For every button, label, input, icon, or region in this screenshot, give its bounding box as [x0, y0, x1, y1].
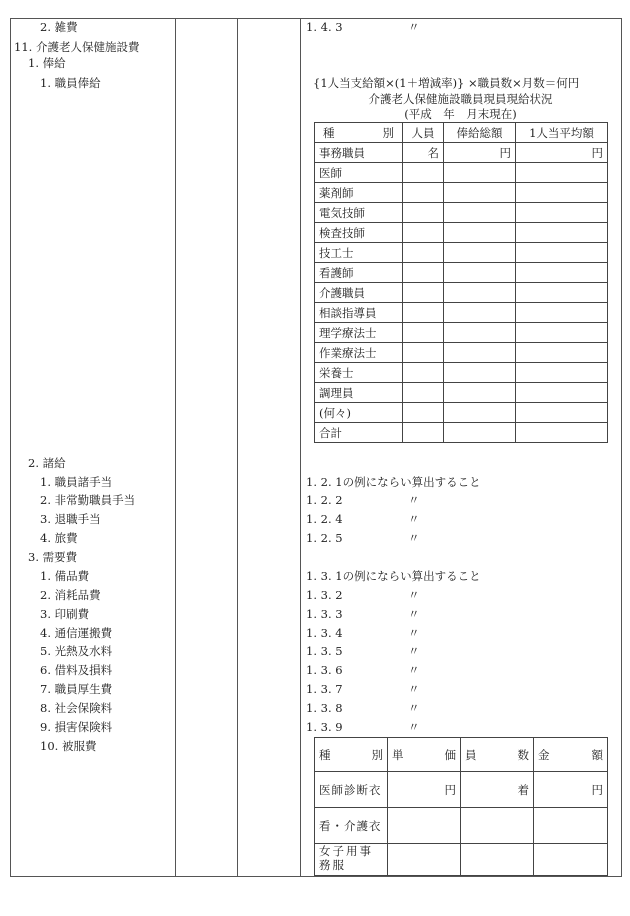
expense-item: 5. 光熱及水料: [40, 644, 113, 658]
column-divider: [237, 18, 238, 876]
value-cell: [388, 844, 461, 876]
value-cell: [444, 223, 516, 243]
expense-item: 8. 社会保険料: [40, 701, 113, 715]
reference-text: 1. 3. 2: [306, 588, 343, 602]
header-type: [319, 125, 398, 141]
staff-type-cell: 看護師: [315, 263, 403, 283]
staff-type-cell: 合計: [315, 423, 403, 443]
expense-item: 3. 需要費: [28, 550, 78, 564]
table-row: [315, 183, 608, 203]
staff-type-cell: 作業療法士: [315, 343, 403, 363]
table-row: [315, 283, 608, 303]
value-cell: [516, 163, 608, 183]
value-cell: [444, 383, 516, 403]
header-label: 種: [323, 125, 335, 140]
reference-text: 1. 3. 7: [306, 682, 343, 696]
value-cell: [534, 808, 608, 844]
reference-text: 1. 3. 1の例にならい算出すること: [306, 569, 481, 583]
value-cell: [444, 163, 516, 183]
reference-text: 1. 3. 8: [306, 701, 343, 715]
expense-item: 4. 通信運搬費: [40, 626, 113, 640]
value-cell: [461, 844, 534, 876]
header-label-pair: [392, 747, 456, 763]
reference-text: 1. 3. 5: [306, 644, 343, 658]
table-row: [315, 203, 608, 223]
expense-item: 1. 備品費: [40, 569, 90, 583]
ditto-mark: 〃: [408, 644, 420, 658]
value-cell: [461, 808, 534, 844]
value-cell: [516, 423, 608, 443]
staff-type-cell: 医師: [315, 163, 403, 183]
value-cell: [403, 283, 444, 303]
salary-formula: {1人当支給額×(1＋増減率)} ×職員数×月数＝何円: [313, 76, 580, 90]
ditto-mark: 〃: [408, 607, 420, 621]
ditto-mark: 〃: [408, 512, 420, 526]
reference-text: 1. 2. 2: [306, 493, 343, 507]
reference-text: 1. 2. 5: [306, 531, 343, 545]
reference-text: 1. 3. 3: [306, 607, 343, 621]
header-cell: 俸給総額: [444, 123, 516, 143]
expense-item: 3. 退職手当: [40, 512, 101, 526]
expense-item: 2. 雑費: [40, 20, 78, 34]
value-cell: [516, 283, 608, 303]
header-label: 別: [382, 125, 394, 140]
expense-item: 6. 借料及損料: [40, 663, 113, 677]
table-row: [315, 363, 608, 383]
value-cell: [403, 323, 444, 343]
header-label: 額: [591, 747, 603, 762]
item-cell: 看・介護衣: [315, 808, 388, 844]
ditto-mark: 〃: [408, 682, 420, 696]
value-cell: [516, 363, 608, 383]
value-cell: [444, 343, 516, 363]
header-label-pair: [465, 747, 529, 763]
ditto-mark: 〃: [408, 626, 420, 640]
staff-type-cell: 介護職員: [315, 283, 403, 303]
header-label-pair: [319, 747, 383, 763]
expense-item: 11. 介護老人保健施設費: [14, 40, 140, 54]
item-cell: 医師診断衣: [315, 772, 388, 808]
table-header-row: [315, 123, 608, 143]
reference-text: 1. 3. 9: [306, 720, 343, 734]
staff-type-cell: 理学療法士: [315, 323, 403, 343]
column-divider: [175, 18, 176, 876]
table-row: [315, 323, 608, 343]
value-cell: [444, 323, 516, 343]
header-label: 数: [517, 747, 529, 762]
header-cell: [461, 738, 534, 772]
staff-type-cell: (何々): [315, 403, 403, 423]
header-cell: 1人当平均額: [516, 123, 608, 143]
value-cell: 円: [388, 772, 461, 808]
header-label: 種: [319, 747, 331, 762]
expense-item: 2. 非常勤職員手当: [40, 493, 136, 507]
value-cell: [516, 403, 608, 423]
value-cell: [403, 403, 444, 423]
ditto-mark: 〃: [408, 663, 420, 677]
value-cell: [444, 263, 516, 283]
value-cell: [444, 203, 516, 223]
table-header-row: [315, 738, 608, 772]
staff-type-cell: 栄養士: [315, 363, 403, 383]
value-cell: [516, 243, 608, 263]
header-label: 員: [465, 747, 477, 762]
table-row: [315, 772, 608, 808]
value-cell: 名: [403, 143, 444, 163]
reference-text: 1. 2. 1の例にならい算出すること: [306, 475, 481, 489]
expense-item: 1. 俸給: [28, 56, 66, 70]
value-cell: [516, 323, 608, 343]
value-cell: [444, 403, 516, 423]
value-cell: [403, 423, 444, 443]
header-label: 別: [371, 747, 383, 762]
staff-type-cell: 技工士: [315, 243, 403, 263]
staff-type-cell: 相談指導員: [315, 303, 403, 323]
value-cell: [516, 303, 608, 323]
ditto-mark: 〃: [408, 588, 420, 602]
value-cell: [403, 363, 444, 383]
value-cell: 円: [444, 143, 516, 163]
value-cell: [516, 223, 608, 243]
table-row: [315, 403, 608, 423]
reference-text: 1. 3. 4: [306, 626, 343, 640]
header-cell: [315, 738, 388, 772]
value-cell: [403, 343, 444, 363]
value-cell: [516, 183, 608, 203]
expense-item: 1. 職員諸手当: [40, 475, 113, 489]
table-row: [315, 303, 608, 323]
salary-table-title: 介護老人保健施設職員現員現給状況: [368, 92, 553, 106]
header-cell: 人員: [403, 123, 444, 143]
table-row: [315, 383, 608, 403]
table-bottom-border: [10, 876, 622, 877]
ditto-mark: 〃: [408, 493, 420, 507]
value-cell: [403, 383, 444, 403]
staff-type-cell: 検査技師: [315, 223, 403, 243]
expense-item: 4. 旅費: [40, 531, 78, 545]
item-cell: 女子用事務服: [315, 844, 388, 876]
value-cell: 着: [461, 772, 534, 808]
value-cell: 円: [516, 143, 608, 163]
table-row: [315, 143, 608, 163]
staff-type-cell: 事務職員: [315, 143, 403, 163]
column-divider: [300, 18, 301, 876]
value-cell: [444, 303, 516, 323]
value-cell: [403, 303, 444, 323]
header-label: 価: [444, 747, 456, 762]
value-cell: [516, 343, 608, 363]
uniform-cost-table: [314, 737, 608, 876]
header-cell: [534, 738, 608, 772]
header-type-cell: [315, 123, 403, 143]
column-divider: [621, 18, 622, 876]
expense-item: 9. 損害保険料: [40, 720, 113, 734]
staff-type-cell: 薬剤師: [315, 183, 403, 203]
ditto-mark: 〃: [408, 701, 420, 715]
header-label: 金: [538, 747, 550, 762]
table-row: [315, 243, 608, 263]
staff-type-cell: 電気技師: [315, 203, 403, 223]
table-row: [315, 423, 608, 443]
value-cell: [516, 383, 608, 403]
value-cell: [444, 423, 516, 443]
value-cell: [444, 363, 516, 383]
value-cell: [403, 263, 444, 283]
value-cell: [403, 163, 444, 183]
reference-text: 1. 4. 3: [306, 20, 343, 34]
expense-item: 2. 消耗品費: [40, 588, 101, 602]
table-row: [315, 263, 608, 283]
value-cell: [444, 243, 516, 263]
ditto-mark: 〃: [408, 531, 420, 545]
table-top-border: [10, 18, 622, 19]
expense-item: 2. 諸給: [28, 456, 66, 470]
staff-salary-table: [314, 122, 608, 443]
header-cell: [388, 738, 461, 772]
ditto-mark: 〃: [408, 720, 420, 734]
value-cell: [388, 808, 461, 844]
value-cell: 円: [534, 772, 608, 808]
table-row: [315, 223, 608, 243]
value-cell: [534, 844, 608, 876]
table-row: [315, 163, 608, 183]
expense-item: 10. 被服費: [40, 739, 97, 753]
table-row: [315, 844, 608, 876]
expense-item: 1. 職員俸給: [40, 76, 101, 90]
value-cell: [444, 283, 516, 303]
header-label: 単: [392, 747, 404, 762]
value-cell: [516, 203, 608, 223]
staff-type-cell: 調理員: [315, 383, 403, 403]
table-row: [315, 808, 608, 844]
value-cell: [516, 263, 608, 283]
value-cell: [403, 183, 444, 203]
header-label-pair: [538, 747, 603, 763]
table-row: [315, 343, 608, 363]
value-cell: [403, 223, 444, 243]
ditto-mark: 〃: [408, 20, 420, 34]
reference-text: 1. 3. 6: [306, 663, 343, 677]
value-cell: [403, 203, 444, 223]
value-cell: [403, 243, 444, 263]
column-divider: [10, 18, 11, 876]
expense-item: 7. 職員厚生費: [40, 682, 113, 696]
expense-item: 3. 印刷費: [40, 607, 90, 621]
reference-text: 1. 2. 4: [306, 512, 343, 526]
value-cell: [444, 183, 516, 203]
salary-table-date: (平成 年 月末現在): [404, 107, 517, 121]
